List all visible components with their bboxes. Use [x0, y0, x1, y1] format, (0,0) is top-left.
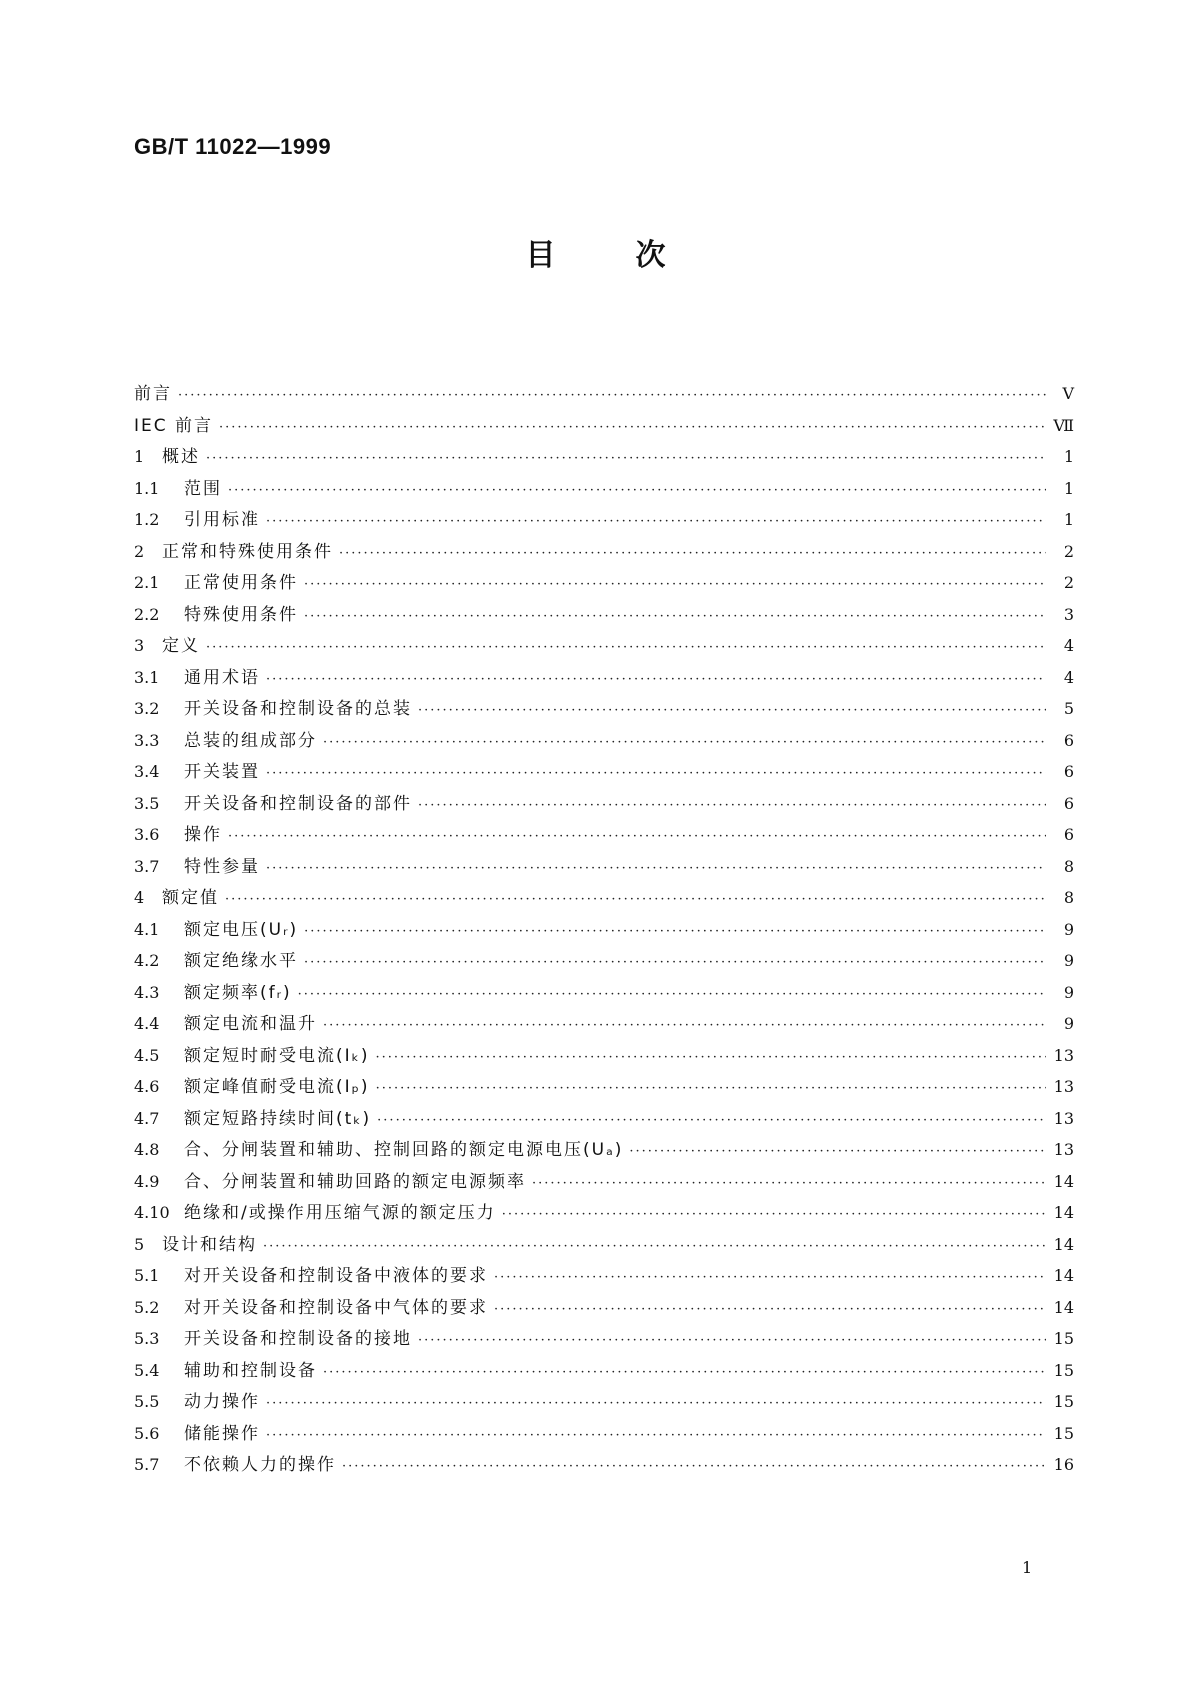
toc-entry[interactable] [134, 410, 1074, 442]
toc-entry[interactable] [134, 945, 1074, 977]
toc-entry-page: 15 [1053, 1392, 1074, 1411]
toc-dot-leader [266, 664, 1046, 696]
toc-entry-title: 额定电流和温升 [184, 1014, 317, 1034]
toc-dot-leader [228, 475, 1046, 507]
toc-entry-page: Ⅶ [1053, 415, 1074, 435]
toc-entry-page: 1 [1063, 478, 1074, 498]
toc-entry-title: 对开关设备和控制设备中气体的要求 [184, 1297, 488, 1318]
toc-entry[interactable] [134, 441, 1074, 473]
toc-entry-page: 14 [1053, 1234, 1074, 1254]
toc-entry-number: 4.10 [134, 1203, 170, 1222]
toc-entry-number: 4.4 [134, 1014, 160, 1033]
toc-entry-title: 通用术语 [184, 667, 260, 688]
toc-entry-page: 3 [1063, 604, 1074, 624]
toc-entry-number: 2.2 [134, 604, 160, 624]
toc-entry-title: 储能操作 [184, 1423, 260, 1444]
toc-entry[interactable] [134, 599, 1074, 631]
toc-entry[interactable] [134, 1292, 1074, 1324]
toc-entry-number: 5.6 [134, 1423, 160, 1443]
toc-entry-page: 9 [1063, 1014, 1074, 1033]
toc-entry-title: 额定绝缘水平 [184, 951, 298, 971]
toc-heading: 目次 [525, 238, 746, 273]
toc-dot-leader [376, 1042, 1046, 1074]
toc-entry-number: 4.1 [134, 919, 160, 939]
toc-entry-title: 动力操作 [184, 1392, 260, 1412]
toc-dot-leader [178, 380, 1046, 412]
toc-entry-page: 14 [1053, 1266, 1074, 1285]
toc-dot-leader [418, 1325, 1046, 1357]
toc-entry-page: 9 [1063, 919, 1074, 939]
toc-entry-number: 4.6 [134, 1077, 160, 1096]
toc-entry-title: 总装的组成部分 [184, 730, 317, 751]
toc-dot-leader [323, 1010, 1046, 1042]
toc-entry-title: 引用标准 [184, 510, 260, 530]
toc-entry-page: 16 [1053, 1455, 1074, 1474]
toc-dot-leader [298, 979, 1046, 1011]
toc-entry-number: 4 [134, 888, 145, 907]
toc-entry-title: 前言 [134, 384, 172, 404]
toc-entry-number: 3.3 [134, 730, 160, 750]
toc-entry-page: 14 [1053, 1171, 1074, 1191]
toc-dot-leader [502, 1199, 1046, 1231]
toc-entry-title: 开关设备和控制设备的接地 [184, 1329, 412, 1349]
toc-entry-page: 14 [1053, 1297, 1074, 1317]
toc-entry-title: 对开关设备和控制设备中液体的要求 [184, 1266, 488, 1286]
toc-dot-leader [377, 1105, 1046, 1137]
toc-dot-leader [304, 601, 1046, 633]
toc-entry-page: V [1062, 384, 1074, 403]
toc-dot-leader [494, 1262, 1046, 1294]
toc-entry-page: 6 [1063, 762, 1074, 781]
toc-entry-number: 3.4 [134, 762, 160, 781]
toc-entry-title: 操作 [184, 825, 222, 845]
toc-entry-title: 开关设备和控制设备的总装 [184, 699, 412, 719]
toc-entry-page: 13 [1053, 1077, 1074, 1096]
toc-entry[interactable] [134, 851, 1074, 883]
toc-entry-number: 1.2 [134, 510, 160, 529]
toc-entry[interactable] [134, 788, 1074, 820]
toc-dot-leader [228, 821, 1046, 853]
toc-entry-title: 定义 [162, 636, 200, 656]
toc-entry[interactable] [134, 378, 1074, 410]
toc-entry-title: 设计和结构 [162, 1234, 257, 1255]
toc-dot-leader [629, 1136, 1046, 1168]
toc-dot-leader [376, 1073, 1046, 1105]
toc-entry-page: 6 [1063, 825, 1074, 844]
toc-entry-page: 6 [1063, 730, 1074, 750]
toc-entry-title: 正常使用条件 [184, 573, 298, 593]
toc-dot-leader [206, 632, 1046, 664]
toc-entry[interactable] [134, 977, 1074, 1009]
toc-dot-leader [323, 1357, 1046, 1389]
toc-entry-title: 特性参量 [184, 856, 260, 877]
toc-entry[interactable] [134, 882, 1074, 914]
toc-dot-leader [418, 695, 1046, 727]
toc-entry-number: 3.7 [134, 856, 160, 876]
toc-entry-number: 2.1 [134, 573, 160, 592]
toc-entry[interactable] [134, 536, 1074, 568]
toc-entry[interactable] [134, 1103, 1074, 1135]
toc-entry[interactable] [134, 725, 1074, 757]
toc-entry[interactable] [134, 473, 1074, 505]
toc-entry-page: 15 [1053, 1423, 1074, 1443]
toc-entry-number: 5 [134, 1234, 145, 1254]
toc-entry-title: 特殊使用条件 [184, 604, 298, 625]
toc-entry-number: 4.7 [134, 1108, 160, 1128]
toc-entry[interactable] [134, 1418, 1074, 1450]
toc-entry[interactable] [134, 504, 1074, 536]
toc-entry-number: 3.5 [134, 793, 160, 813]
toc-entry-title: 额定频率(fᵣ) [184, 982, 292, 1003]
toc-entry-title: 合、分闸装置和辅助、控制回路的额定电源电压(Uₐ) [184, 1140, 624, 1160]
toc-entry-page: 6 [1063, 793, 1074, 813]
toc-dot-leader [263, 1231, 1046, 1263]
toc-entry-title: 额定值 [162, 888, 219, 908]
toc-entry-page: 4 [1063, 636, 1074, 655]
toc-entry-number: 3.6 [134, 825, 160, 844]
toc-entry[interactable] [134, 1229, 1074, 1261]
toc-entry-number: 4.8 [134, 1140, 160, 1159]
toc-dot-leader [266, 1388, 1046, 1420]
toc-entry-title: 额定峰值耐受电流(Iₚ) [184, 1077, 370, 1097]
toc-entry-number: 4.5 [134, 1045, 160, 1065]
toc-dot-leader [339, 538, 1046, 570]
toc-dot-leader [304, 569, 1046, 601]
toc-entry-number: 5.5 [134, 1392, 160, 1411]
toc-entry-page: 1 [1063, 510, 1074, 529]
page-number: 1 [1022, 1558, 1033, 1577]
toc-entry-page: 15 [1053, 1360, 1074, 1380]
toc-entry-number: 5.7 [134, 1455, 160, 1474]
toc-dot-leader [323, 727, 1046, 759]
toc-entry-page: 5 [1063, 699, 1074, 718]
toc-entry-number: 5.3 [134, 1329, 160, 1348]
toc-entry-page: 13 [1053, 1045, 1074, 1065]
toc-entry-title: 绝缘和/或操作用压缩气源的额定压力 [184, 1203, 496, 1223]
toc-entry-number: 4.3 [134, 982, 160, 1002]
toc-entry-number: 4.9 [134, 1171, 160, 1191]
toc-entry[interactable] [134, 1008, 1074, 1040]
toc-dot-leader [532, 1168, 1046, 1200]
toc-dot-leader [304, 947, 1046, 979]
toc-entry-title: 正常和特殊使用条件 [162, 541, 333, 562]
toc-dot-leader [304, 916, 1046, 948]
toc-entry-page: 13 [1053, 1140, 1074, 1159]
toc-entry[interactable] [134, 1386, 1074, 1418]
toc-entry[interactable] [134, 567, 1074, 599]
toc-entry[interactable] [134, 1449, 1074, 1481]
toc-entry[interactable] [134, 693, 1074, 725]
toc-entry[interactable] [134, 756, 1074, 788]
toc-entry-title: 开关装置 [184, 762, 260, 782]
toc-entry[interactable] [134, 1071, 1074, 1103]
toc-entry-page: 14 [1053, 1203, 1074, 1222]
toc-entry-page: 1 [1063, 447, 1074, 466]
toc-entry-page: 8 [1063, 888, 1074, 907]
toc-entry-title: 开关设备和控制设备的部件 [184, 793, 412, 814]
toc-entry-title: 不依赖人力的操作 [184, 1455, 336, 1475]
toc-entry-title: 额定电压(Uᵣ) [184, 919, 299, 940]
toc-entry[interactable] [134, 1197, 1074, 1229]
toc-entry-number: 1.1 [134, 478, 160, 498]
toc-entry-page: 13 [1053, 1108, 1074, 1128]
toc-entry[interactable] [134, 914, 1074, 946]
toc-entry-title: 合、分闸装置和辅助回路的额定电源频率 [184, 1171, 526, 1192]
toc-dot-leader [206, 443, 1046, 475]
toc-dot-leader [266, 506, 1046, 538]
toc-entry[interactable] [134, 1134, 1074, 1166]
toc-dot-leader [266, 758, 1046, 790]
toc-dot-leader [225, 884, 1046, 916]
toc-entry[interactable] [134, 1040, 1074, 1072]
toc-entry[interactable] [134, 1355, 1074, 1387]
toc-dot-leader [266, 1420, 1046, 1452]
toc-entry-page: 9 [1063, 951, 1074, 970]
toc-entry-title: 辅助和控制设备 [184, 1360, 317, 1381]
toc-entry-number: 4.2 [134, 951, 160, 970]
toc-entry-page: 4 [1063, 667, 1074, 687]
toc-entry[interactable] [134, 1166, 1074, 1198]
toc-entry-page: 2 [1063, 541, 1074, 561]
toc-dot-leader [494, 1294, 1046, 1326]
toc-entry-page: 8 [1063, 856, 1074, 876]
toc-entry-number: 2 [134, 541, 145, 561]
toc-entry-number: 5.1 [134, 1266, 160, 1285]
toc-entry-page: 15 [1053, 1329, 1074, 1348]
toc-dot-leader [342, 1451, 1046, 1483]
document-code: GB/T 11022—1999 [134, 134, 332, 159]
toc-entry-number: 5.2 [134, 1297, 160, 1317]
toc-entry-title: IEC 前言 [134, 415, 214, 436]
toc-entry-title: 额定短路持续时间(tₖ) [184, 1108, 372, 1129]
toc-dot-leader [418, 790, 1046, 822]
toc-entry-page: 9 [1063, 982, 1074, 1002]
toc-entry-title: 范围 [184, 478, 222, 499]
toc-entry-number: 3.2 [134, 699, 160, 718]
toc-entry[interactable] [134, 662, 1074, 694]
toc-dot-leader [266, 853, 1046, 885]
toc-entry[interactable] [134, 1323, 1074, 1355]
toc-entry-number: 3 [134, 636, 145, 655]
table-of-contents [134, 378, 1074, 1481]
toc-entry[interactable] [134, 1260, 1074, 1292]
toc-entry-page: 2 [1063, 573, 1074, 592]
toc-entry-title: 概述 [162, 447, 200, 467]
toc-entry-title: 额定短时耐受电流(Iₖ) [184, 1045, 370, 1066]
toc-dot-leader [219, 412, 1046, 444]
toc-entry[interactable] [134, 819, 1074, 851]
toc-entry-number: 1 [134, 447, 145, 466]
toc-entry-number: 3.1 [134, 667, 160, 687]
toc-entry-number: 5.4 [134, 1360, 160, 1380]
toc-entry[interactable] [134, 630, 1074, 662]
